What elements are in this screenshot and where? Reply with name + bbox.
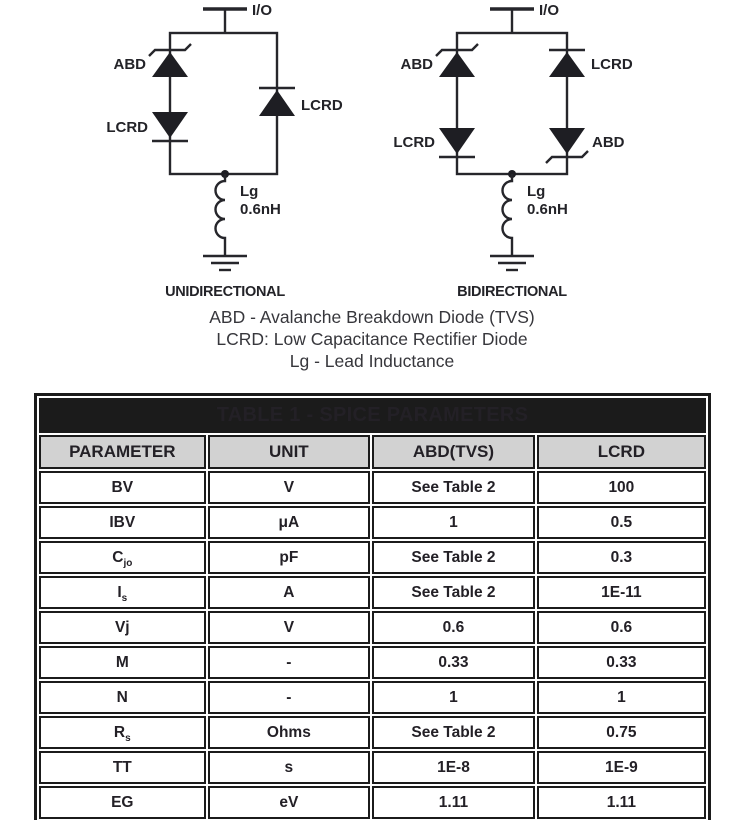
io-terminal-icon: [490, 9, 534, 33]
column-header-lcrd: LCRD: [537, 435, 706, 469]
unit-cell: μA: [208, 506, 371, 539]
abd-value-cell: 1: [372, 681, 535, 714]
param-cell: TT: [39, 751, 206, 784]
column-header-parameter: PARAMETER: [39, 435, 206, 469]
unit-cell: V: [208, 471, 371, 504]
param-cell: $C_{jo}$: [39, 541, 206, 574]
inductor-name: Lg: [240, 183, 259, 200]
schematic-legend: [0, 306, 744, 372]
abd-value-cell: See Table 2: [372, 716, 535, 749]
legend-line-abd: ABD - Avalanche Breakdown Diode (TVS): [209, 307, 535, 327]
abd-label: ABD: [113, 56, 146, 73]
inductor-icon: [216, 174, 226, 255]
table-row: [39, 786, 706, 819]
table-row: [39, 681, 706, 714]
inductor-icon: [503, 174, 513, 255]
ground-icon: [203, 256, 247, 270]
lcrd-label: LCRD: [591, 56, 633, 73]
abd-value-cell: See Table 2: [372, 541, 535, 574]
param-cell: N: [39, 681, 206, 714]
lcrd-value-cell: 0.6: [537, 611, 706, 644]
abd-diode-icon: [436, 44, 478, 77]
table-title: TABLE 1 - SPICE PARAMETERS: [39, 398, 706, 433]
ground-icon: [490, 256, 534, 270]
param-cell: EG: [39, 786, 206, 819]
abd-diode-icon: [149, 44, 191, 77]
lcrd-value-cell: 1.11: [537, 786, 706, 819]
unit-cell: -: [208, 681, 371, 714]
abd-value-cell: 0.6: [372, 611, 535, 644]
param-cell: $I_s$: [39, 576, 206, 609]
abd-value-cell: 1: [372, 506, 535, 539]
spice-parameters-table: [34, 393, 711, 820]
param-cell: BV: [39, 471, 206, 504]
circuit-schematics: [0, 0, 744, 302]
table-row: [39, 471, 706, 504]
table-title-row: [39, 398, 706, 433]
lcrd-value-cell: 1E-9: [537, 751, 706, 784]
lcrd-label: LCRD: [393, 134, 435, 151]
unidirectional-circuit: [106, 2, 342, 300]
circuit-loop-wire: [457, 33, 567, 174]
lcrd-value-cell: 1: [537, 681, 706, 714]
table-row: [39, 541, 706, 574]
lcrd-label: LCRD: [106, 119, 148, 136]
unit-cell: s: [208, 751, 371, 784]
table-row: [39, 646, 706, 679]
circuit-loop-wire: [170, 33, 277, 174]
table-row: [39, 576, 706, 609]
io-terminal-icon: [203, 9, 247, 33]
lcrd-label: LCRD: [301, 97, 343, 114]
table-row: [39, 716, 706, 749]
table-header-row: [39, 435, 706, 469]
lcrd-value-cell: 0.33: [537, 646, 706, 679]
table-row: [39, 506, 706, 539]
lcrd-value-cell: 0.3: [537, 541, 706, 574]
lcrd-diode-icon: [259, 88, 295, 116]
table-row: [39, 611, 706, 644]
param-cell: IBV: [39, 506, 206, 539]
bidirectional-circuit: [393, 2, 632, 300]
abd-value-cell: 0.33: [372, 646, 535, 679]
legend-line-lcrd: LCRD: Low Capacitance Rectifier Diode: [216, 329, 528, 349]
lcrd-value-cell: 0.75: [537, 716, 706, 749]
lcrd-diode-icon: [152, 112, 188, 141]
abd-diode-icon: [546, 128, 588, 163]
legend-line-lg: Lg - Lead Inductance: [289, 351, 455, 371]
unit-cell: A: [208, 576, 371, 609]
abd-label: ABD: [592, 134, 625, 151]
abd-value-cell: See Table 2: [372, 576, 535, 609]
param-cell: Vj: [39, 611, 206, 644]
abd-value-cell: See Table 2: [372, 471, 535, 504]
inductor-name: Lg: [527, 183, 546, 200]
unit-cell: V: [208, 611, 371, 644]
lcrd-value-cell: 100: [537, 471, 706, 504]
unit-cell: -: [208, 646, 371, 679]
lcrd-diode-icon: [439, 128, 475, 157]
param-cell: $R_s$: [39, 716, 206, 749]
unit-cell: pF: [208, 541, 371, 574]
unit-cell: eV: [208, 786, 371, 819]
abd-value-cell: 1E-8: [372, 751, 535, 784]
table-row: [39, 751, 706, 784]
circuit-caption: BIDIRECTIONAL: [457, 284, 567, 300]
lcrd-diode-icon: [549, 50, 585, 77]
io-label: I/O: [539, 2, 560, 19]
abd-label: ABD: [400, 56, 433, 73]
unit-cell: Ohms: [208, 716, 371, 749]
circuit-caption: UNIDIRECTIONAL: [165, 284, 285, 300]
inductor-value: 0.6nH: [240, 201, 281, 218]
lcrd-value-cell: 1E-11: [537, 576, 706, 609]
param-cell: M: [39, 646, 206, 679]
lcrd-value-cell: 0.5: [537, 506, 706, 539]
io-label: I/O: [252, 2, 273, 19]
column-header-unit: UNIT: [208, 435, 371, 469]
column-header-abd-tvs: ABD(TVS): [372, 435, 535, 469]
inductor-value: 0.6nH: [527, 201, 568, 218]
abd-value-cell: 1.11: [372, 786, 535, 819]
